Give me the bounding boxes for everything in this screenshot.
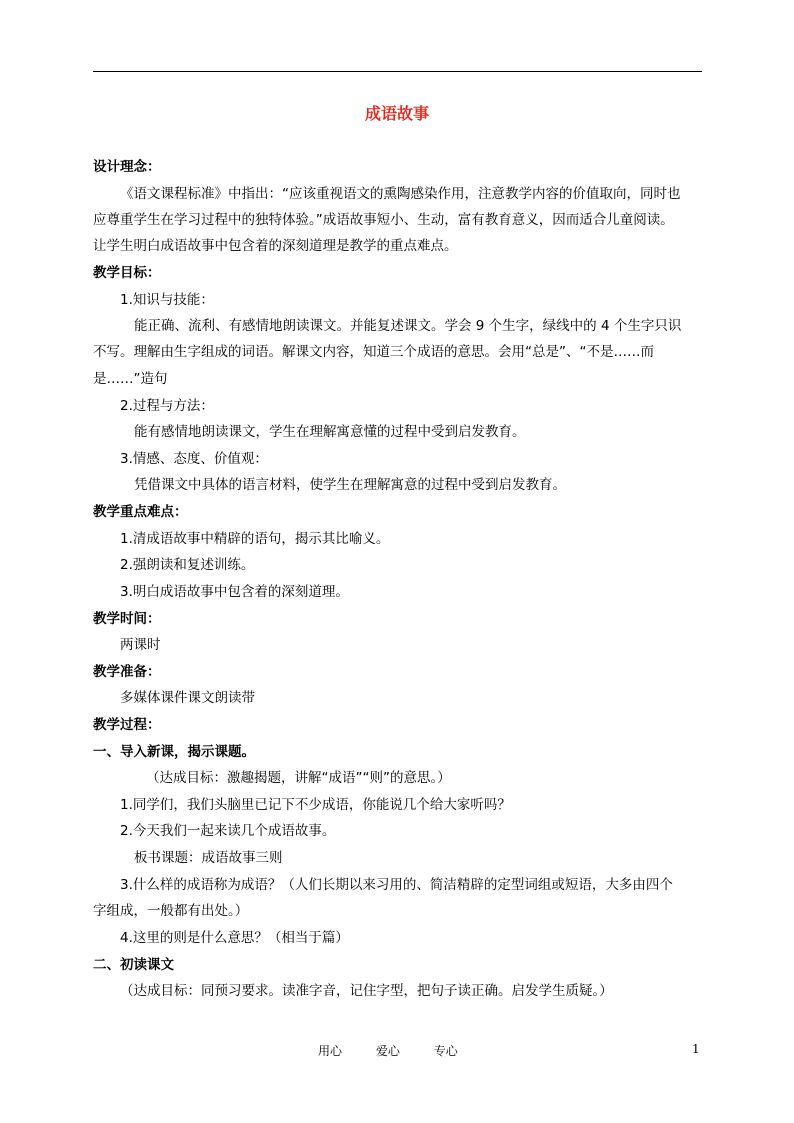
footer-item: 用心 [318,1044,343,1058]
paragraph-line: 能有感情地朗读课文，学生在理解寓意懂的过程中受到启发教育。 [134,424,526,440]
list-item: 3.情感、态度、价值观： [120,451,268,467]
document-title: 成语故事 [364,104,429,123]
paragraph-line: 应尊重学生在学习过程中的独特体验。”成语故事短小、生动，富有教育意义，因而适合儿童阅读。 [93,212,674,228]
header-rule [93,71,702,72]
paragraph-line: 不写。理解由生字组成的词语。解课文内容，知道三个成语的意思。会用“总是”、“不是……而 [93,344,654,360]
list-item: 3.什么样的成语称为成语？（人们长期以来习用的、简洁精辟的定型词组或短语，大多由四个 [120,877,673,893]
list-item: 1.同学们，我们头脑里已记下不少成语，你能说几个给大家听吗？ [120,797,511,813]
paragraph-line: 两课时 [120,637,161,653]
paragraph-line: 凭借课文中具体的语言材料，使学生在理解寓意的过程中受到启发教育。 [134,477,566,493]
heading-teaching-goals: 教学目标： [93,265,161,281]
footer-motto [318,1042,488,1059]
heading-teaching-process: 教学过程： [93,717,161,733]
paragraph-line: 让学生明白成语故事中包含着的深刻道理是教学的重点难点。 [93,238,458,254]
list-item: 1.清成语故事中精辟的语句，揭示其比喻义。 [120,531,390,547]
paragraph-line: 《语文课程标准》中指出：“应该重视语文的熏陶感染作用，注意教学内容的价值取向，同时也 [120,186,681,202]
page-number: 1 [692,1042,700,1056]
list-item: 3.明白成语故事中包含着的深刻道理。 [120,584,349,600]
paragraph-line: 能正确、流利、有感情地朗读课文。并能复述课文。学会 9 个生字，绿线中的 4 个生字只识 [134,318,682,334]
footer-item: 爱心 [375,1044,400,1058]
heading-teaching-prep: 教学准备： [93,664,161,680]
paragraph-line: 是……”造句 [93,371,168,387]
heading-teaching-time: 教学时间： [93,611,161,627]
heading-key-points: 教学重点难点： [93,504,188,520]
list-item: 4.这里的则是什么意思？（相当于篇） [120,930,349,946]
paragraph-line: 字组成，一般都有出处。） [93,903,249,919]
list-item: 2.过程与方法： [120,398,214,414]
goal-note: （达成目标：激趣揭题，讲解“成语”“则”的意思。） [146,770,451,786]
list-item: 1.知识与技能： [120,292,214,308]
list-item: 2.今天我们一起来读几个成语故事。 [120,823,336,839]
heading-design-concept: 设计理念： [93,159,161,175]
section-heading: 一、导入新课，揭示课题。 [93,744,255,760]
paragraph-line: 板书课题：成语故事三则 [134,850,283,866]
section-heading: 二、初读课文 [93,957,174,973]
goal-note: （达成目标：同预习要求。读准字音，记住字型，把句子读正确。启发学生质疑。） [120,983,613,999]
paragraph-line: 多媒体课件课文朗读带 [120,690,255,706]
list-item: 2.强朗读和复述训练。 [120,557,255,573]
footer-item: 专心 [433,1044,458,1058]
